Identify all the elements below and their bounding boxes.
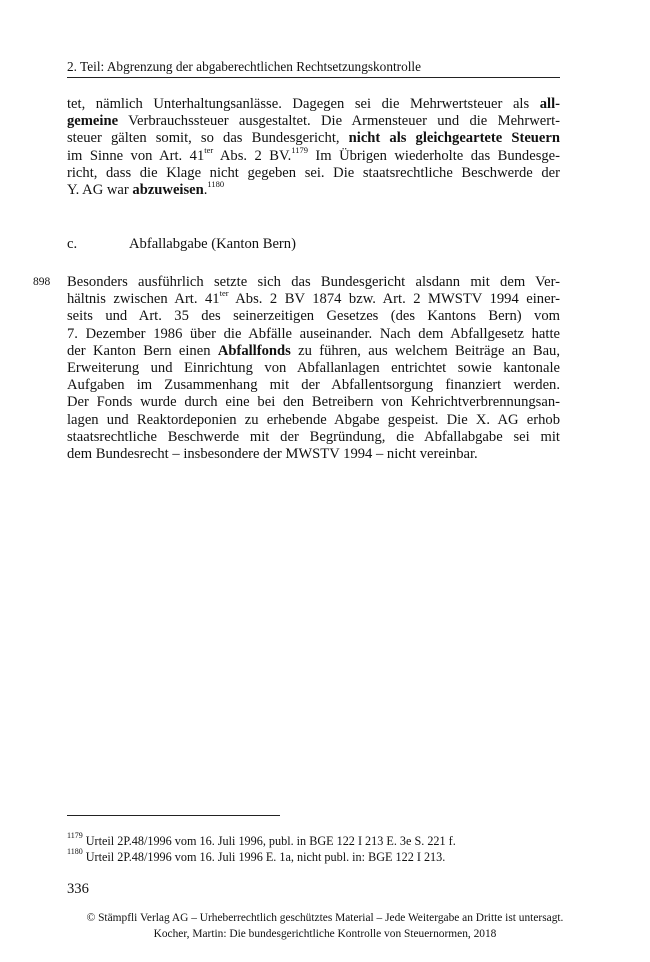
page-number: 336 [67, 881, 89, 897]
superscript: 1179 [291, 144, 308, 155]
footnote [67, 846, 560, 865]
copyright-line: © Stämpfli Verlag AG – Urheberrechtlich geschütztes Material – Jede Weitergabe an Dritte ist untersagt. [86, 912, 564, 924]
bold-text: gemeine [67, 113, 119, 130]
superscript: ter [204, 144, 214, 155]
text-run: Besonders ausführlich setzte sich das Bundesgericht alsdann mit dem Ver- [67, 274, 560, 290]
text-line [67, 288, 560, 308]
text-run: seits und Art. 35 des seinerzeitigen Gesetzes (des Kantons Bern) vom [67, 308, 560, 325]
text-line [67, 412, 560, 429]
text-line [67, 429, 560, 446]
text-run: dem Bundesrecht – insbesondere der MWSTV 1994 – nicht vereinbar. [67, 446, 478, 463]
footnote-text: Urteil 2P.48/1996 vom 16. Juli 1996 E. 1a, nicht publ. in: BGE 122 I 213. [82, 850, 446, 864]
text-run: Verbrauchssteuer ausgestaltet. Die Armensteuer und die Mehrwert- [118, 113, 560, 130]
text-line [67, 179, 560, 199]
section-letter: c. [67, 236, 78, 252]
footnote-text: Urteil 2P.48/1996 vom 16. Juli 1996, publ. in BGE 122 I 213 E. 3e S. 221 f. [82, 834, 456, 848]
running-header: 2. Teil: Abgrenzung der abgaberechtlichen Rechtsetzungskontrolle [67, 58, 560, 78]
text-run: tet, nämlich Unterhaltungsanlässe. Dagegen sei die Mehrwertsteuer als [67, 96, 540, 112]
citation-line: Kocher, Martin: Die bundesgerichtliche Kontrolle von Steuernormen, 2018 [153, 928, 497, 940]
text-run: staatsrechtliche Beschwerde mit der Begründung, die Abfallabgabe sei mit [67, 428, 560, 445]
text-run: zu führen, aus welchem Beiträge an Bau, [290, 342, 560, 359]
copyright-notice [0, 910, 650, 942]
margin-number: 898 [33, 276, 51, 288]
text-line [67, 377, 560, 394]
section-heading [67, 235, 296, 253]
text-line [67, 446, 560, 463]
text-line [67, 308, 560, 325]
text-run: Erweiterung und Einrichtung von Abfallanlagen entrichtet sowie kantonale [67, 360, 560, 377]
text-run: Abs. 2 BV. [213, 147, 292, 164]
bold-text: Abfallfonds [217, 342, 291, 359]
text-run: im Sinne von Art. 41 [67, 147, 205, 164]
bold-text: all- [539, 96, 560, 112]
superscript: 1180 [207, 179, 225, 190]
text-line [67, 130, 560, 147]
text-run: richt, dass die Klage nicht gegeben sei. Die staatsrechtliche Beschwerde der [67, 164, 560, 181]
text-run: . [203, 182, 208, 199]
bold-text: abzuweisen [132, 182, 204, 199]
section-title: Abfallabgabe (Kanton Bern) [129, 236, 296, 252]
superscript: ter [219, 288, 229, 299]
text-line [67, 343, 560, 360]
text-run: Y. AG war [67, 182, 133, 199]
footnote-number: 1179 [67, 830, 83, 840]
text-line [67, 360, 560, 377]
footnote [67, 830, 560, 849]
text-run: der Kanton Bern einen [67, 342, 218, 359]
text-run: Abs. 2 BV 1874 bzw. Art. 2 MWSTV 1994 einer- [228, 291, 560, 308]
text-run: Aufgaben im Zusammenhang mit der Abfallentsorgung finanziert werden. [67, 377, 560, 394]
text-run: Im Übrigen wiederholte das Bundesge- [307, 147, 561, 164]
footnote-separator [67, 815, 280, 816]
text-line [67, 165, 560, 182]
text-run: lagen und Reaktordeponien zu erhebende Abgabe gespeist. Die X. AG erhob [67, 411, 560, 428]
footnotes [67, 830, 560, 865]
text-line [67, 96, 560, 113]
bold-text: nicht als gleichgeartete Steuern [348, 130, 560, 147]
text-run: hältnis zwischen Art. 41 [67, 291, 220, 308]
text-line [67, 326, 560, 343]
paragraph-continued [67, 96, 560, 199]
text-run: steuer gälten somit, so das Bundesgericht, [67, 130, 349, 147]
text-line [67, 144, 561, 165]
paragraph-898 [67, 274, 560, 463]
text-run: Der Fonds wurde durch eine bei den Betreibern von Kehrichtverbrennungsan- [67, 394, 560, 411]
footnote-number: 1180 [67, 846, 83, 856]
text-line [67, 113, 560, 130]
text-run: 7. Dezember 1986 über die Abfälle auseinander. Nach dem Abfallgesetz hatte [67, 325, 560, 342]
text-line [67, 274, 560, 291]
text-line [67, 394, 560, 411]
